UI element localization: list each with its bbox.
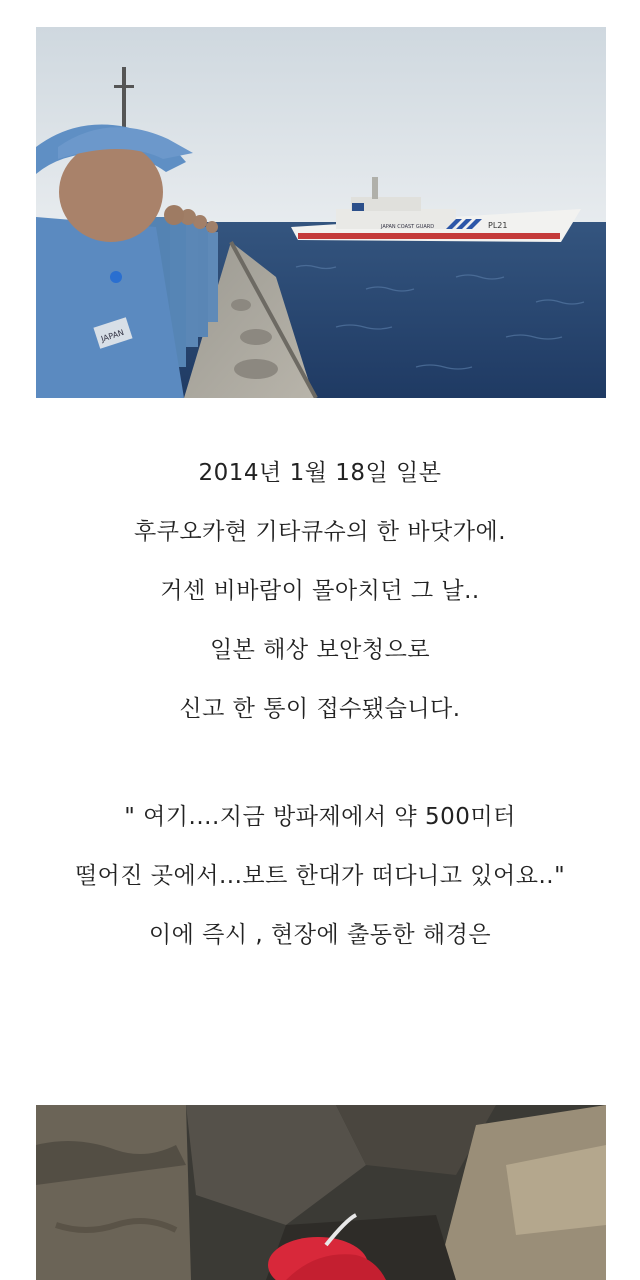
coast-guard-photo xyxy=(36,27,606,398)
story-line: 신고 한 통이 접수됐습니다. xyxy=(179,696,461,722)
story-line: 일본 해상 보안청으로 xyxy=(209,637,431,663)
uniform-patch-text: JAPAN xyxy=(100,327,126,344)
story-line: 2014년 1월 18일 일본 xyxy=(198,460,442,486)
ship-hull-text: JAPAN COAST GUARD xyxy=(381,224,435,230)
coast-guard-photo-art xyxy=(36,27,606,398)
story-paragraph-1 xyxy=(0,458,640,724)
story-paragraph-2 xyxy=(0,802,640,950)
story-line: 떨어진 곳에서...보트 한대가 떠다니고 있어요.." xyxy=(74,863,566,889)
story-line: 이에 즉시 , 현장에 출동한 해경은 xyxy=(148,922,492,948)
breakwater-photo xyxy=(36,1105,606,1280)
story-line: 거센 비바람이 몰아치던 그 날.. xyxy=(160,578,480,604)
story-line: " 여기....지금 방파제에서 약 500미터 xyxy=(124,804,516,830)
breakwater-photo-art xyxy=(36,1105,606,1280)
ship-bow-number: PL21 xyxy=(488,221,508,230)
story-line: 후쿠오카현 기타큐슈의 한 바닷가에. xyxy=(133,519,506,545)
